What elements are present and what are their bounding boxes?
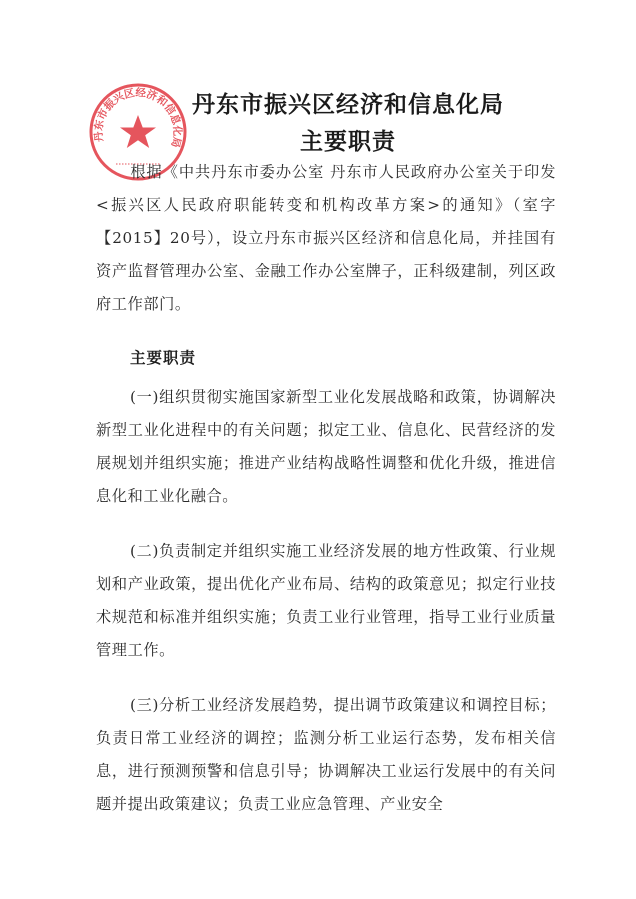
duty-paragraph-2 (96, 535, 556, 667)
duty-paragraph-1 (96, 381, 556, 513)
document-title: 丹东市振兴区经济和信息化局 (192, 92, 504, 118)
intro-text: 根据《中共丹东市委办公室 丹东市人民政府办公室关于印发<振兴区人民政府职能转变和机构改革方案>的通知》（室字【2015】20号），设立丹东市振兴区经济和信息化局，并挂国有资产监督管理办公室、金融工作办公室牌子，正科级建制，列区政府工作部门。 (96, 163, 556, 313)
duty-text-2: (二)负责制定并组织实施工业经济发展的地方性政策、行业规划和产业政策，提出优化产业布局、结构的政策意见；拟定行业技术规范和标准并组织实施；负责工业行业管理，指导工业行业质量管理工作。 (96, 542, 556, 659)
section-heading: 主要职责 (130, 349, 197, 367)
duty-text-1: (一)组织贯彻实施国家新型工业化发展战略和政策，协调解决新型工业化进程中的有关问题；拟定工业、信息化、民营经济的发展规划并组织实施；推进产业结构战略性调整和优化升级，推进信息化和工业化融合。 (96, 388, 556, 505)
duty-paragraph-3 (96, 689, 556, 821)
document-subtitle: 主要职责 (300, 129, 396, 155)
intro-paragraph (96, 156, 556, 321)
seal-text: 丹东市振兴区经济和信息化局 (92, 86, 184, 149)
duty-text-3: (三)分析工业经济发展趋势，提出调节政策建议和调控目标；负责日常工业经济的调控；监测分析工业运行态势，发布相关信息，进行预测预警和信息引导；协调解决工业运行发展中的有关问题并提出政策建议；负责工业应急管理、产业安全 (96, 696, 556, 813)
